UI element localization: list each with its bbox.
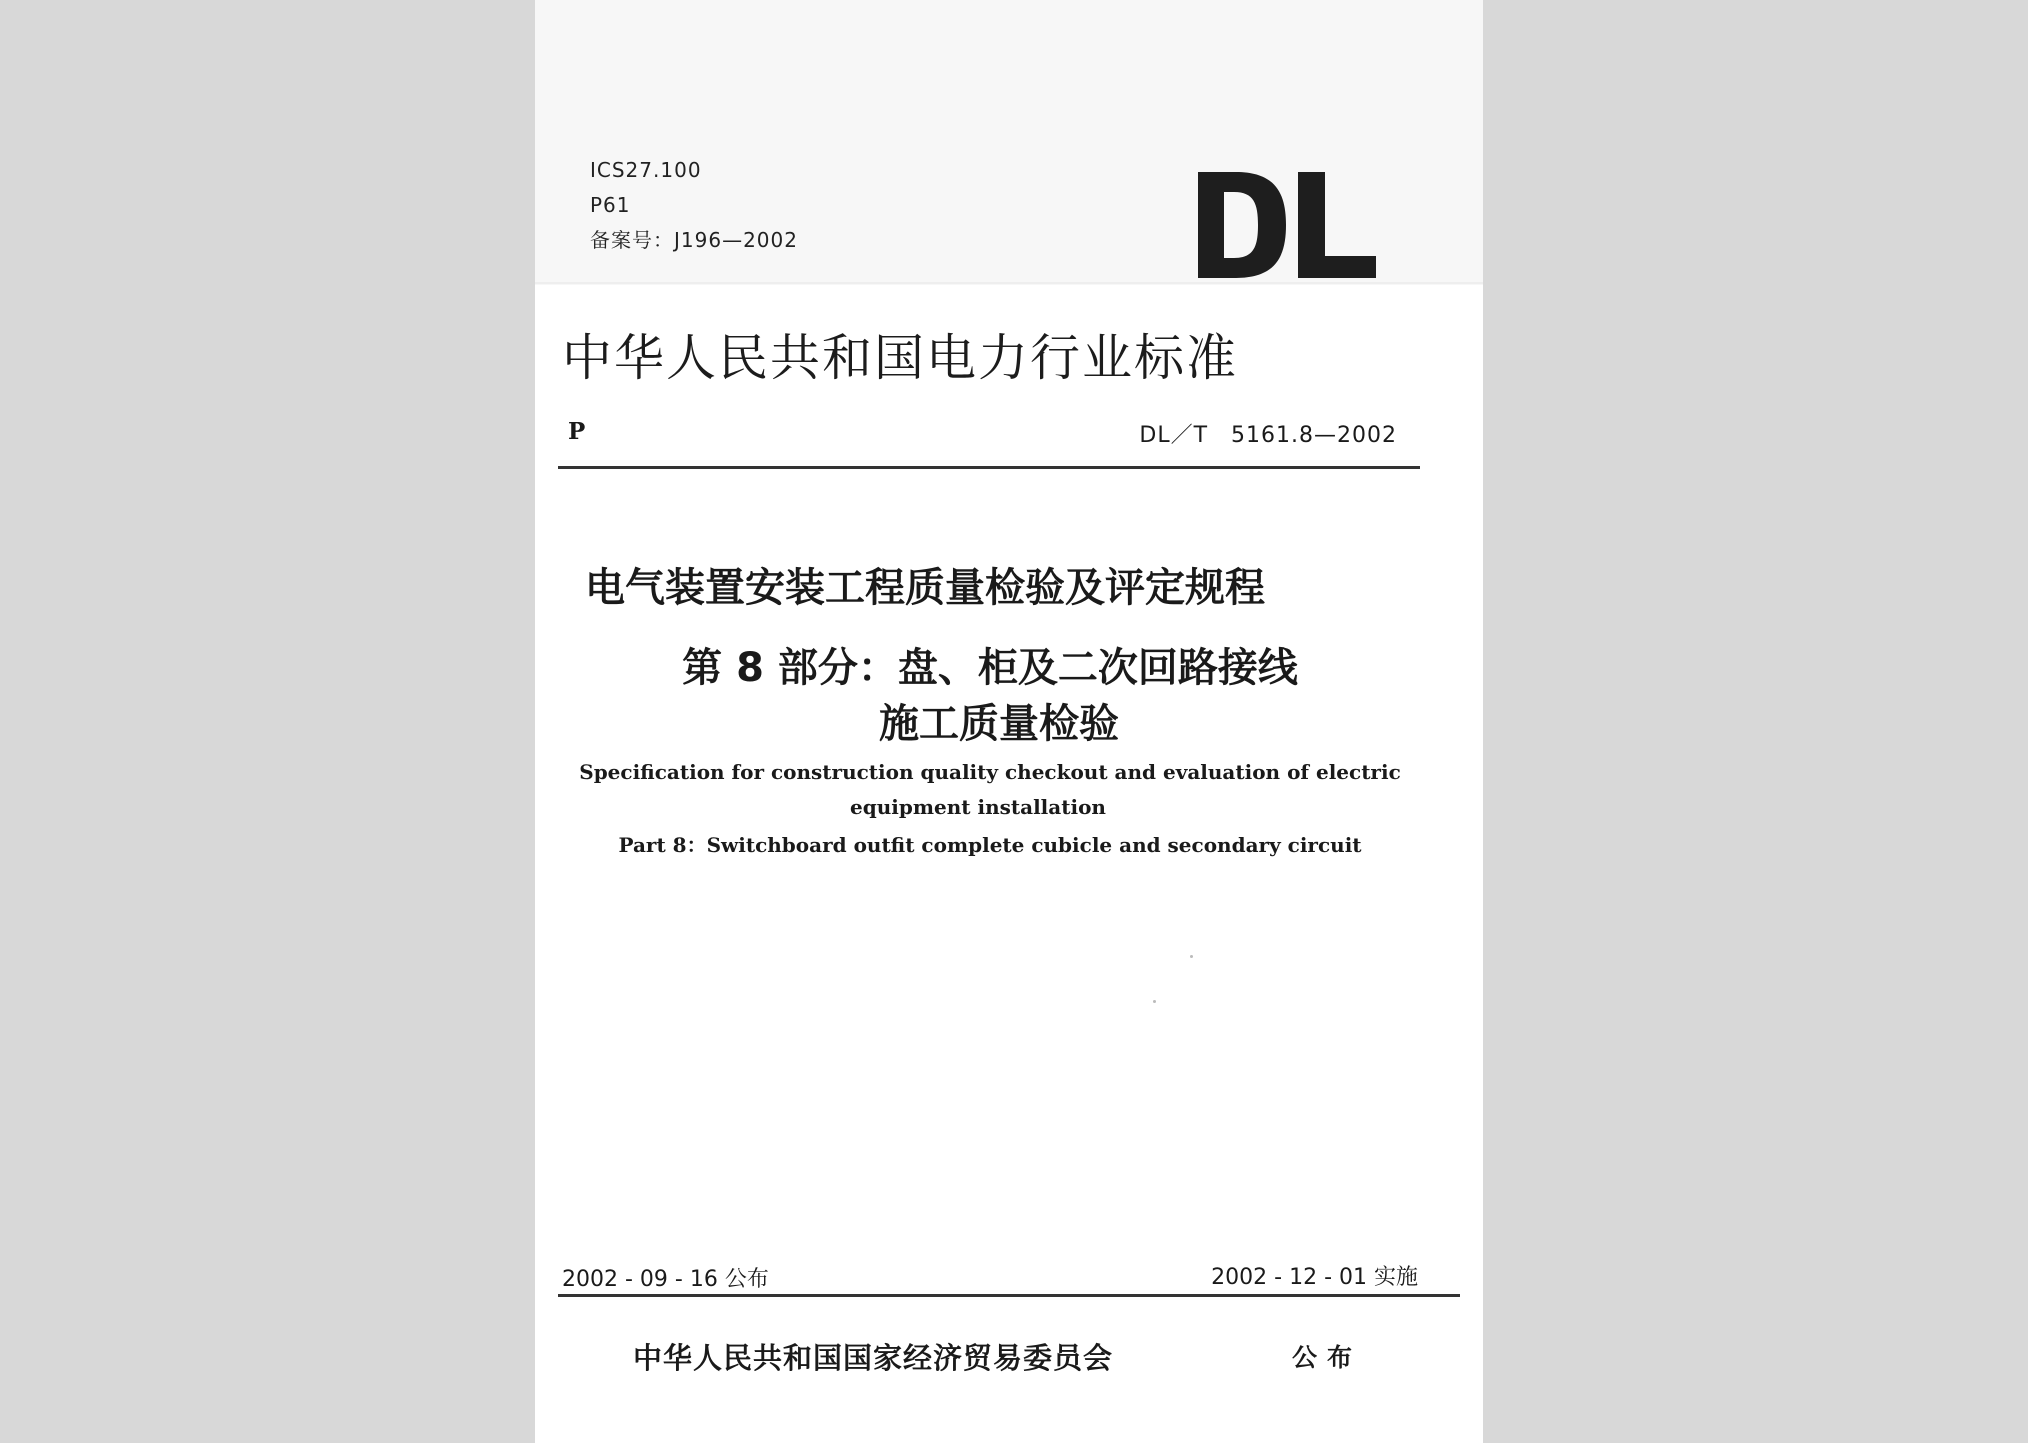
ccs-code: P61	[590, 193, 631, 217]
dl-logo-d	[1198, 172, 1286, 278]
standard-number: DL／T 5161.8—2002	[1139, 423, 1397, 448]
issue-date: 2002 - 09 - 16 公布	[562, 1267, 769, 1292]
dl-logo-l	[1298, 172, 1376, 278]
english-title-line-1: Specification for construction quality checkout and evaluation of electric	[579, 760, 1401, 784]
classification-block	[590, 153, 798, 258]
scan-speck	[1190, 955, 1193, 958]
ics-code: ICS27.100	[590, 158, 702, 182]
scan-streak	[535, 282, 1483, 284]
top-divider	[558, 466, 1420, 469]
document-page	[535, 0, 1483, 1443]
implementation-date: 2002 - 12 - 01 实施	[1211, 1265, 1418, 1290]
english-title-line-3: Part 8：Switchboard outfit complete cubicle and secondary circuit	[618, 833, 1362, 857]
english-title-line-2: equipment installation	[850, 795, 1106, 819]
standard-title: 中华人民共和国电力行业标准	[562, 329, 1238, 387]
category-mark: P	[568, 418, 586, 445]
chinese-title-line-2: 第 8 部分：盘、柜及二次回路接线	[682, 645, 1298, 691]
publish-label: 公布	[1292, 1343, 1363, 1372]
bottom-divider	[558, 1294, 1460, 1297]
chinese-title-line-3: 施工质量检验	[879, 701, 1119, 747]
chinese-title-line-1: 电气装置安装工程质量检验及评定规程	[585, 565, 1265, 611]
scan-speck	[1153, 1000, 1156, 1003]
filing-number: 备案号：J196—2002	[590, 228, 798, 252]
publisher-name: 中华人民共和国国家经济贸易委员会	[633, 1341, 1114, 1375]
dl-logo	[1198, 170, 1378, 280]
